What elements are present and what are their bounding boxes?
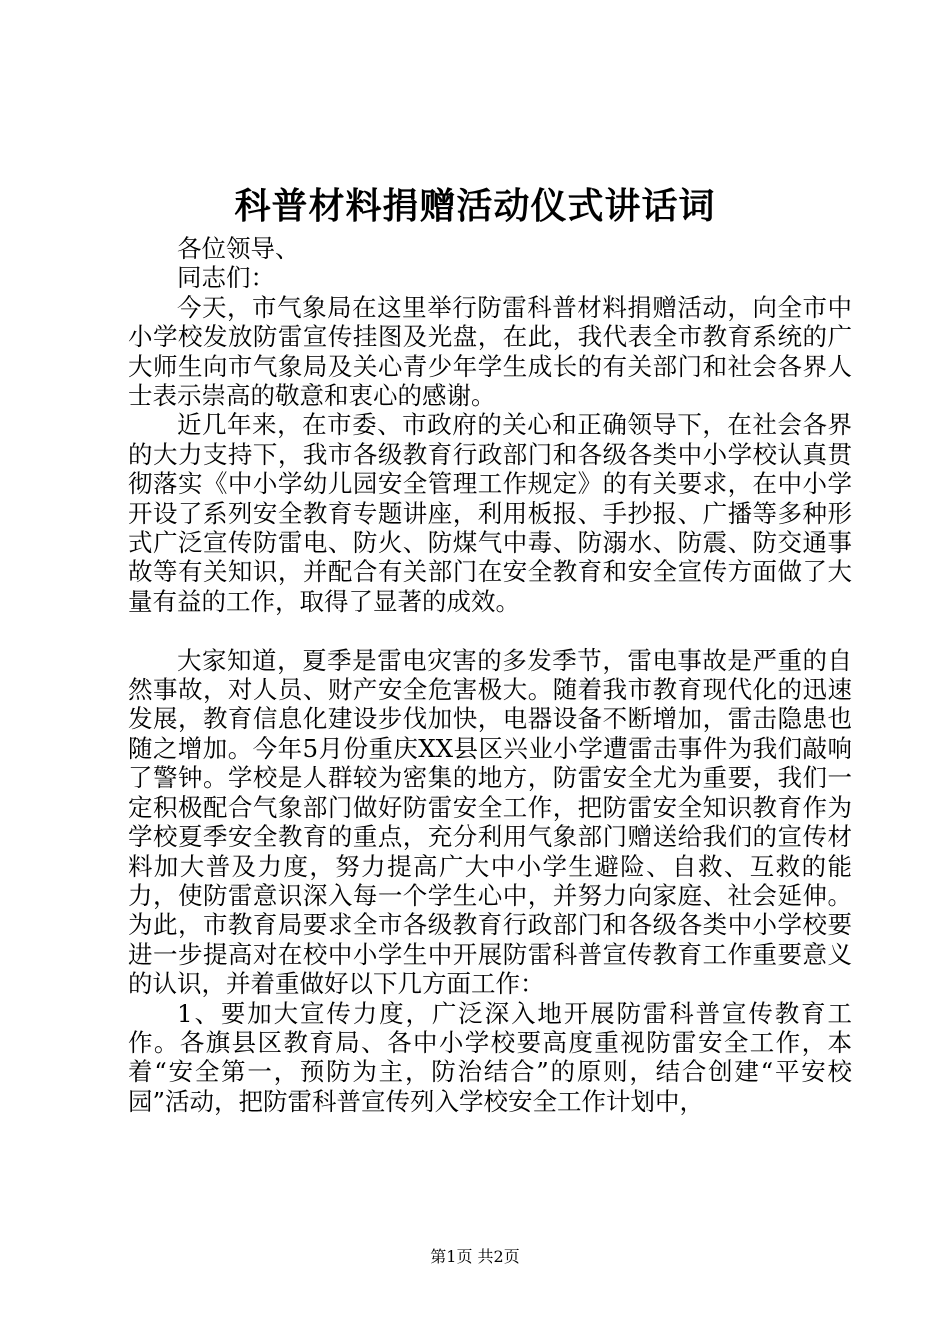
body-paragraph: 大家知道，夏季是雷电灾害的多发季节，雷电事故是严重的自然事故，对人员、财产安全危害极大。随着我市教育现代化的迅速发展，教育信息化建设步伐加快，电器设备不断增加，雷击隐患也随之增加。今年5月份重庆XX县区兴业小学遭雷击事件为我们敲响了警钟。学校是人群较为密集的地方，防雷安全尤为重要，我们一定积极配合气象部门做好防雷安全工作，把防雷安全知识教育作为学校夏季安全教育的重点，充分利用气象部门赠送给我们的宣传材料加大普及力度，努力提高广大中小学生避险、自救、互救的能力，使防雷意识深入每一个学生心中，并努力向家庭、社会延伸。为此，市教育局要求全市各级教育行政部门和各级各类中小学校要进一步提高对在校中小学生中开展防雷科普宣传教育工作重要意义的认识，并着重做好以下几方面工作： <box>128 645 852 999</box>
paragraph-spacer <box>128 616 852 645</box>
body-paragraph: 1、要加大宣传力度，广泛深入地开展防雷科普宣传教育工作。各旗县区教育局、各中小学校要高度重视防雷安全工作，本着“安全第一，预防为主，防治结合”的原则，结合创建“平安校园”活动，把防雷科普宣传列入学校安全工作计划中， <box>128 998 852 1116</box>
body-paragraph: 近几年来，在市委、市政府的关心和正确领导下，在社会各界的大力支持下，我市各级教育行政部门和各级各类中小学校认真贯彻落实《中小学幼儿园安全管理工作规定》的有关要求，在中小学开设了系列安全教育专题讲座，利用板报、手抄报、广播等多种形式广泛宣传防雷电、防火、防煤气中毒、防溺水、防震、防交通事故等有关知识，并配合有关部门在安全教育和安全宣传方面做了大量有益的工作，取得了显著的成效。 <box>128 410 852 616</box>
salutation-comrades: 同志们： <box>177 263 275 293</box>
page-footer: 第1页 共2页 <box>430 1247 520 1266</box>
salutation-leaders: 各位领导、 <box>177 234 300 263</box>
body-paragraph: 今天，市气象局在这里举行防雷科普材料捐赠活动，向全市中小学校发放防雷宣传挂图及光盘，在此，我代表全市教育系统的广大师生向市气象局及关心青少年学生成长的有关部门和社会各界人士表示崇高的敬意和衷心的感谢。 <box>128 292 852 411</box>
document-title: 科普材料捐赠活动仪式讲话词 <box>234 185 716 227</box>
document-body <box>128 234 852 1116</box>
